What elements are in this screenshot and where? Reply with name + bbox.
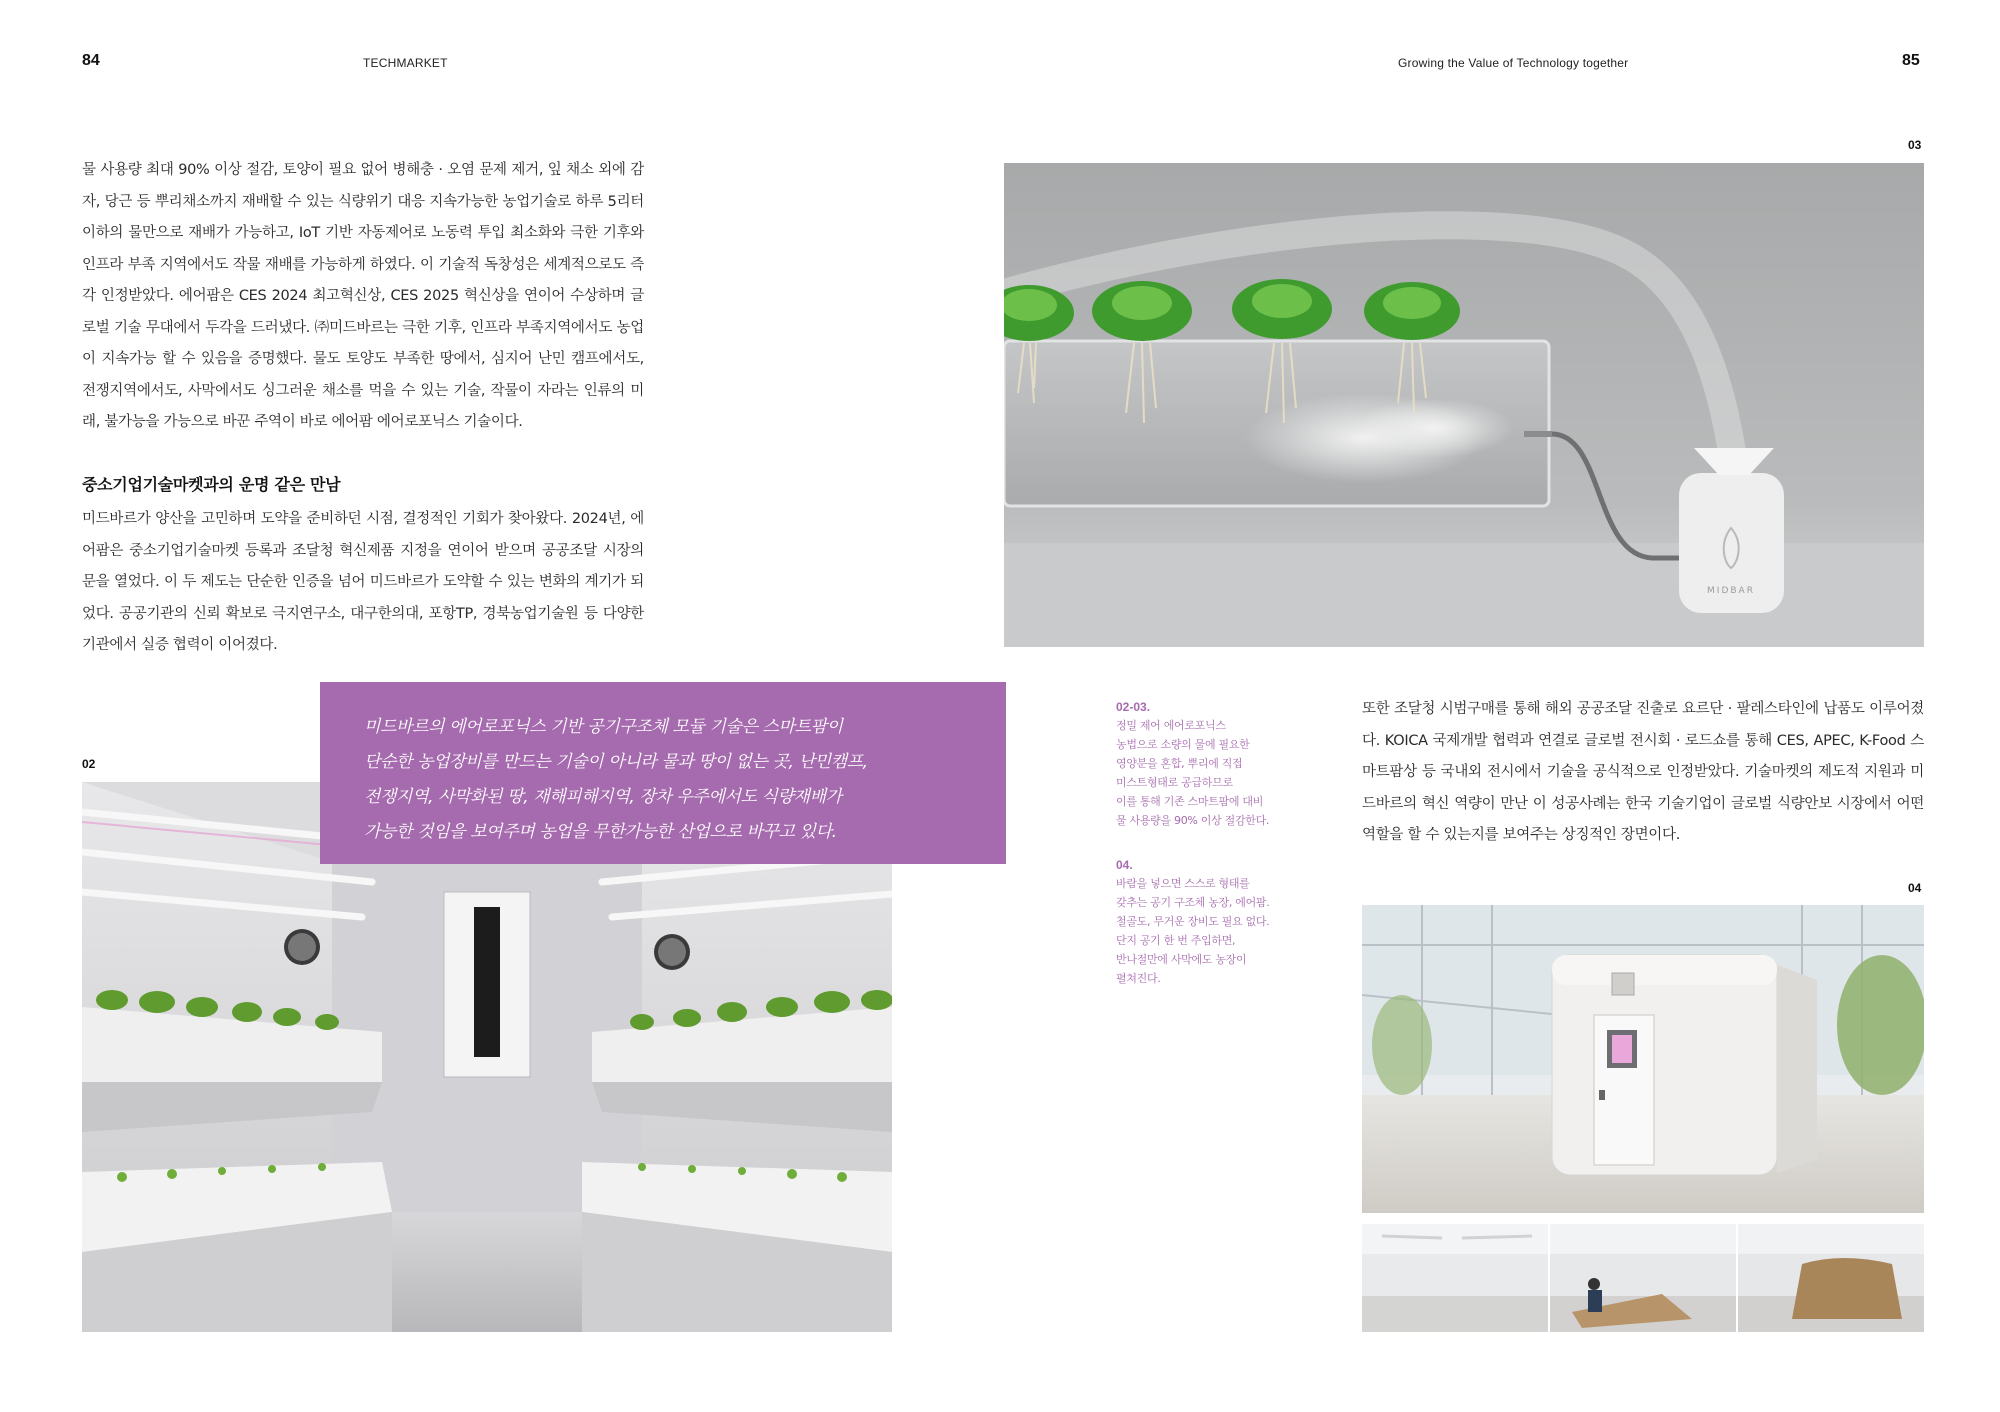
caption-02-03-number: 02-03.	[1116, 700, 1151, 714]
left-page-number: 84	[82, 52, 100, 69]
caption-04	[1116, 858, 1316, 988]
pull-quote-line-3: 전쟁지역, 사막화된 땅, 재해피해지역, 장차 우주에서도 식량재배가	[364, 787, 842, 807]
setup-sequence-strip	[1362, 1224, 1924, 1332]
caption-line: 단지 공기 한 번 주입하면,	[1116, 934, 1236, 947]
caption-02-03-text	[1116, 716, 1316, 830]
pull-quote-line-2: 단순한 농업장비를 만드는 기술이 아니라 물과 땅이 없는 곳, 난민캠프,	[364, 752, 868, 772]
indoor-farm-photo	[82, 782, 892, 1332]
figure-04-label: 04	[1908, 881, 1922, 895]
caption-04-number: 04.	[1116, 858, 1133, 872]
pull-quote-line-1: 미드바르의 에어로포닉스 기반 공기구조체 모듈 기술은 스마트팜이	[364, 717, 843, 737]
caption-line: 농법으로 소량의 물에 필요한	[1116, 738, 1250, 751]
caption-line: 영양분을 혼합, 뿌리에 직접	[1116, 757, 1243, 770]
indoor-farm-illustration	[82, 782, 892, 1332]
right-page-number: 85	[1902, 52, 1920, 69]
caption-line: 바람을 넣으면 스스로 형태를	[1116, 877, 1250, 890]
figure-02-label: 02	[82, 757, 96, 771]
setup-sequence-illustration	[1362, 1224, 1924, 1332]
right-paragraph: 또한 조달청 시범구매를 통해 해외 공공조달 진출로 요르단 · 팔레스타인에 납품도 이루어졌다. KOICA 국제개발 협력과 연결로 글로벌 전시회 · 로드쇼를 통해 CES, APEC, K-Food 스마트팜상 등 국내외 전시에서 기술을 공식적으로 인정받았다. 기술마켓의 제도적 지원과 미드바르의 혁신 역량이 만난 이 성공사례는 한국 기술기업이 글로벌 식량안보 시장에서 어떤 역할을 할 수 있는지를 보여주는 상징적인 장면이다.	[1362, 701, 1924, 843]
left-running-title: TECHMARKET	[363, 56, 448, 70]
right-body	[1362, 694, 1924, 852]
caption-line: 철골도, 무거운 장비도 필요 없다.	[1116, 915, 1270, 928]
caption-line: 이를 통해 기존 스마트팜에 대비	[1116, 795, 1264, 808]
caption-line: 반나절만에 사막에도 농장이	[1116, 953, 1247, 966]
pull-quote-line-4: 가능한 것임을 보여주며 농업을 무한가능한 산업으로 바꾸고 있다.	[364, 822, 837, 842]
right-running-title: Growing the Value of Technology together	[1398, 56, 1629, 70]
caption-02-03	[1116, 700, 1316, 830]
caption-line: 정밀 제어 에어로포닉스	[1116, 719, 1226, 732]
section-paragraph: 미드바르가 양산을 고민하며 도약을 준비하던 시점, 결정적인 기회가 찾아왔다. 2024년, 에어팜은 중소기업기술마켓 등록과 조달청 혁신제품 지정을 연이어 받으며 공공조달 시장의 문을 열었다. 이 두 제도는 단순한 인증을 넘어 미드바르가 도약할 수 있는 변화의 계기가 되었다. 공공기관의 신뢰 확보로 극지연구소, 대구한의대, 포항TP, 경북농업기술원 등 다양한 기관에서 실증 협력이 이어졌다.	[82, 511, 644, 653]
pull-quote-box	[320, 682, 1006, 864]
section-body	[82, 504, 644, 662]
intro-body	[82, 155, 644, 439]
aeroponics-device-photo	[1004, 163, 1924, 647]
airfarm-lobby-photo	[1362, 905, 1924, 1213]
device-brand-text: MIDBAR	[1707, 586, 1755, 596]
intro-paragraph: 물 사용량 최대 90% 이상 절감, 토양이 필요 없어 병해충 · 오염 문제 제거, 잎 채소 외에 감자, 당근 등 뿌리채소까지 재배할 수 있는 식량위기 대응 지속가능한 농업기술로 하루 5리터 이하의 물만으로 재배가 가능하고, IoT 기반 자동제어로 노동력 투입 최소화와 극한 기후와 인프라 부족 지역에서도 작물 재배를 가능하게 하였다. 이 기술적 독창성은 세계적으로도 즉각 인정받았다. 에어팜은 CES 2024 최고혁신상, CES 2025 혁신상을 연이어 수상하며 글로벌 기술 무대에서 두각을 드러냈다. ㈜미드바르는 극한 기후, 인프라 부족지역에서도 농업이 지속가능 할 수 있음을 증명했다. 물도 토양도 부족한 땅에서, 심지어 난민 캠프에서도, 전쟁지역에서도, 사막에서도 싱그러운 채소를 먹을 수 있는 기술, 작물이 자라는 인류의 미래, 불가능을 가능으로 바꾼 주역이 바로 에어팜 에어로포닉스 기술이다.	[82, 162, 644, 430]
caption-line: 물 사용량을 90% 이상 절감한다.	[1116, 814, 1270, 827]
aeroponics-illustration	[1004, 163, 1924, 647]
caption-04-text	[1116, 874, 1316, 988]
caption-line: 갖추는 공기 구조체 농장, 에어팜.	[1116, 896, 1270, 909]
figure-03-label: 03	[1908, 138, 1922, 152]
caption-line: 펼쳐진다.	[1116, 972, 1161, 985]
airfarm-lobby-illustration	[1362, 905, 1924, 1213]
caption-line: 미스트형태로 공급하므로	[1116, 776, 1233, 789]
section-heading: 중소기업기술마켓과의 운명 같은 만남	[82, 475, 341, 494]
